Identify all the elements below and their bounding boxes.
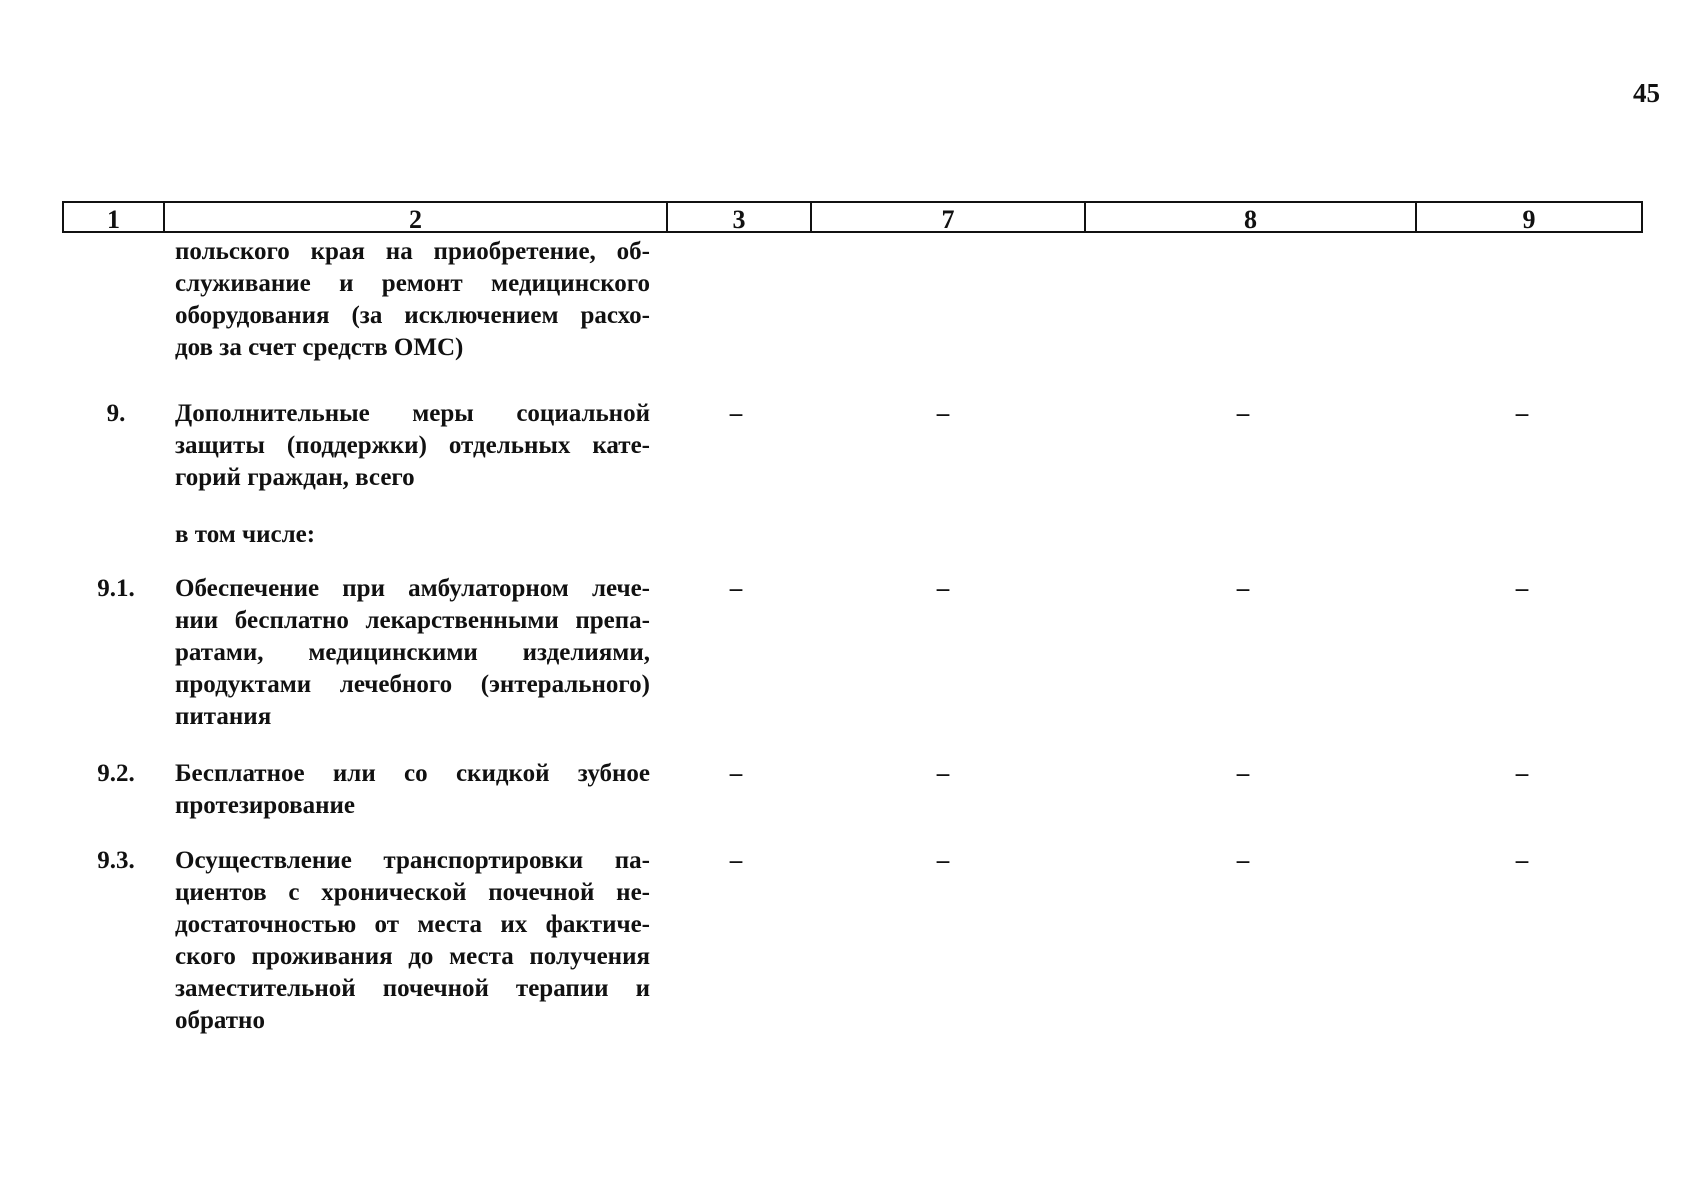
- desc-line: Дополнительные меры социальной: [175, 400, 650, 427]
- row-description: [175, 758, 650, 822]
- desc-line: в том числе:: [175, 521, 316, 548]
- desc-line: нии бесплатно лекарственными препа-: [175, 607, 650, 634]
- header-col-1: 1: [107, 205, 120, 234]
- row-number: 9.2.: [97, 760, 135, 787]
- row-description: [175, 573, 650, 733]
- header-col-2: 2: [163, 203, 666, 231]
- row-description: [175, 519, 650, 551]
- row-description: [175, 398, 650, 494]
- cell-col-3: –: [729, 575, 743, 602]
- desc-line: достаточностью от места их фактиче-: [175, 911, 650, 938]
- desc-line: оборудования (за исключением расхо-: [175, 302, 650, 329]
- cell-col-3: –: [729, 400, 743, 427]
- header-col-8: 8: [1084, 203, 1415, 231]
- row-description: [175, 236, 650, 364]
- cell-col-7: –: [936, 847, 950, 874]
- desc-line: служивание и ремонт медицинского: [175, 270, 650, 297]
- cell-col-7: –: [936, 575, 950, 602]
- row-number: 9.: [106, 400, 126, 427]
- desc-line: горий граждан, всего: [175, 464, 415, 491]
- cell-col-3: –: [729, 760, 743, 787]
- cell-col-9: –: [1515, 760, 1529, 787]
- desc-line: польского края на приобретение, об-: [175, 238, 650, 265]
- desc-line: Обеспечение при амбулаторном лече-: [175, 575, 650, 602]
- cell-col-3: –: [729, 847, 743, 874]
- cell-col-7: –: [936, 760, 950, 787]
- header-col-7: 7: [810, 203, 1084, 231]
- cell-col-8: –: [1236, 760, 1250, 787]
- row-description: [175, 845, 650, 1037]
- desc-line: заместительной почечной терапии и: [175, 975, 650, 1002]
- cell-col-8: –: [1236, 575, 1250, 602]
- desc-line: продуктами лечебного (энтерального): [175, 671, 650, 698]
- header-col-3: 3: [666, 203, 810, 231]
- desc-line: протезирование: [175, 792, 355, 819]
- desc-line: Бесплатное или со скидкой зубное: [175, 760, 650, 787]
- desc-line: дов за счет средств ОМС): [175, 334, 464, 361]
- desc-line: циентов с хронической почечной не-: [175, 879, 650, 906]
- cell-col-7: –: [936, 400, 950, 427]
- cell-col-9: –: [1515, 847, 1529, 874]
- desc-line: ского проживания до места получения: [175, 943, 650, 970]
- desc-line: обратно: [175, 1007, 265, 1034]
- cell-col-9: –: [1515, 400, 1529, 427]
- desc-line: защиты (поддержки) отдельных кате-: [175, 432, 650, 459]
- cell-col-8: –: [1236, 847, 1250, 874]
- row-number: 9.3.: [97, 847, 135, 874]
- header-col-9: 9: [1415, 203, 1641, 231]
- desc-line: ратами, медицинскими изделиями,: [175, 639, 650, 666]
- page-number: 45: [1633, 78, 1660, 108]
- table-header-row: [62, 201, 1643, 233]
- desc-line: питания: [175, 703, 272, 730]
- desc-line: Осуществление транспортировки па-: [175, 847, 650, 874]
- row-number: 9.1.: [97, 575, 135, 602]
- cell-col-9: –: [1515, 575, 1529, 602]
- cell-col-8: –: [1236, 400, 1250, 427]
